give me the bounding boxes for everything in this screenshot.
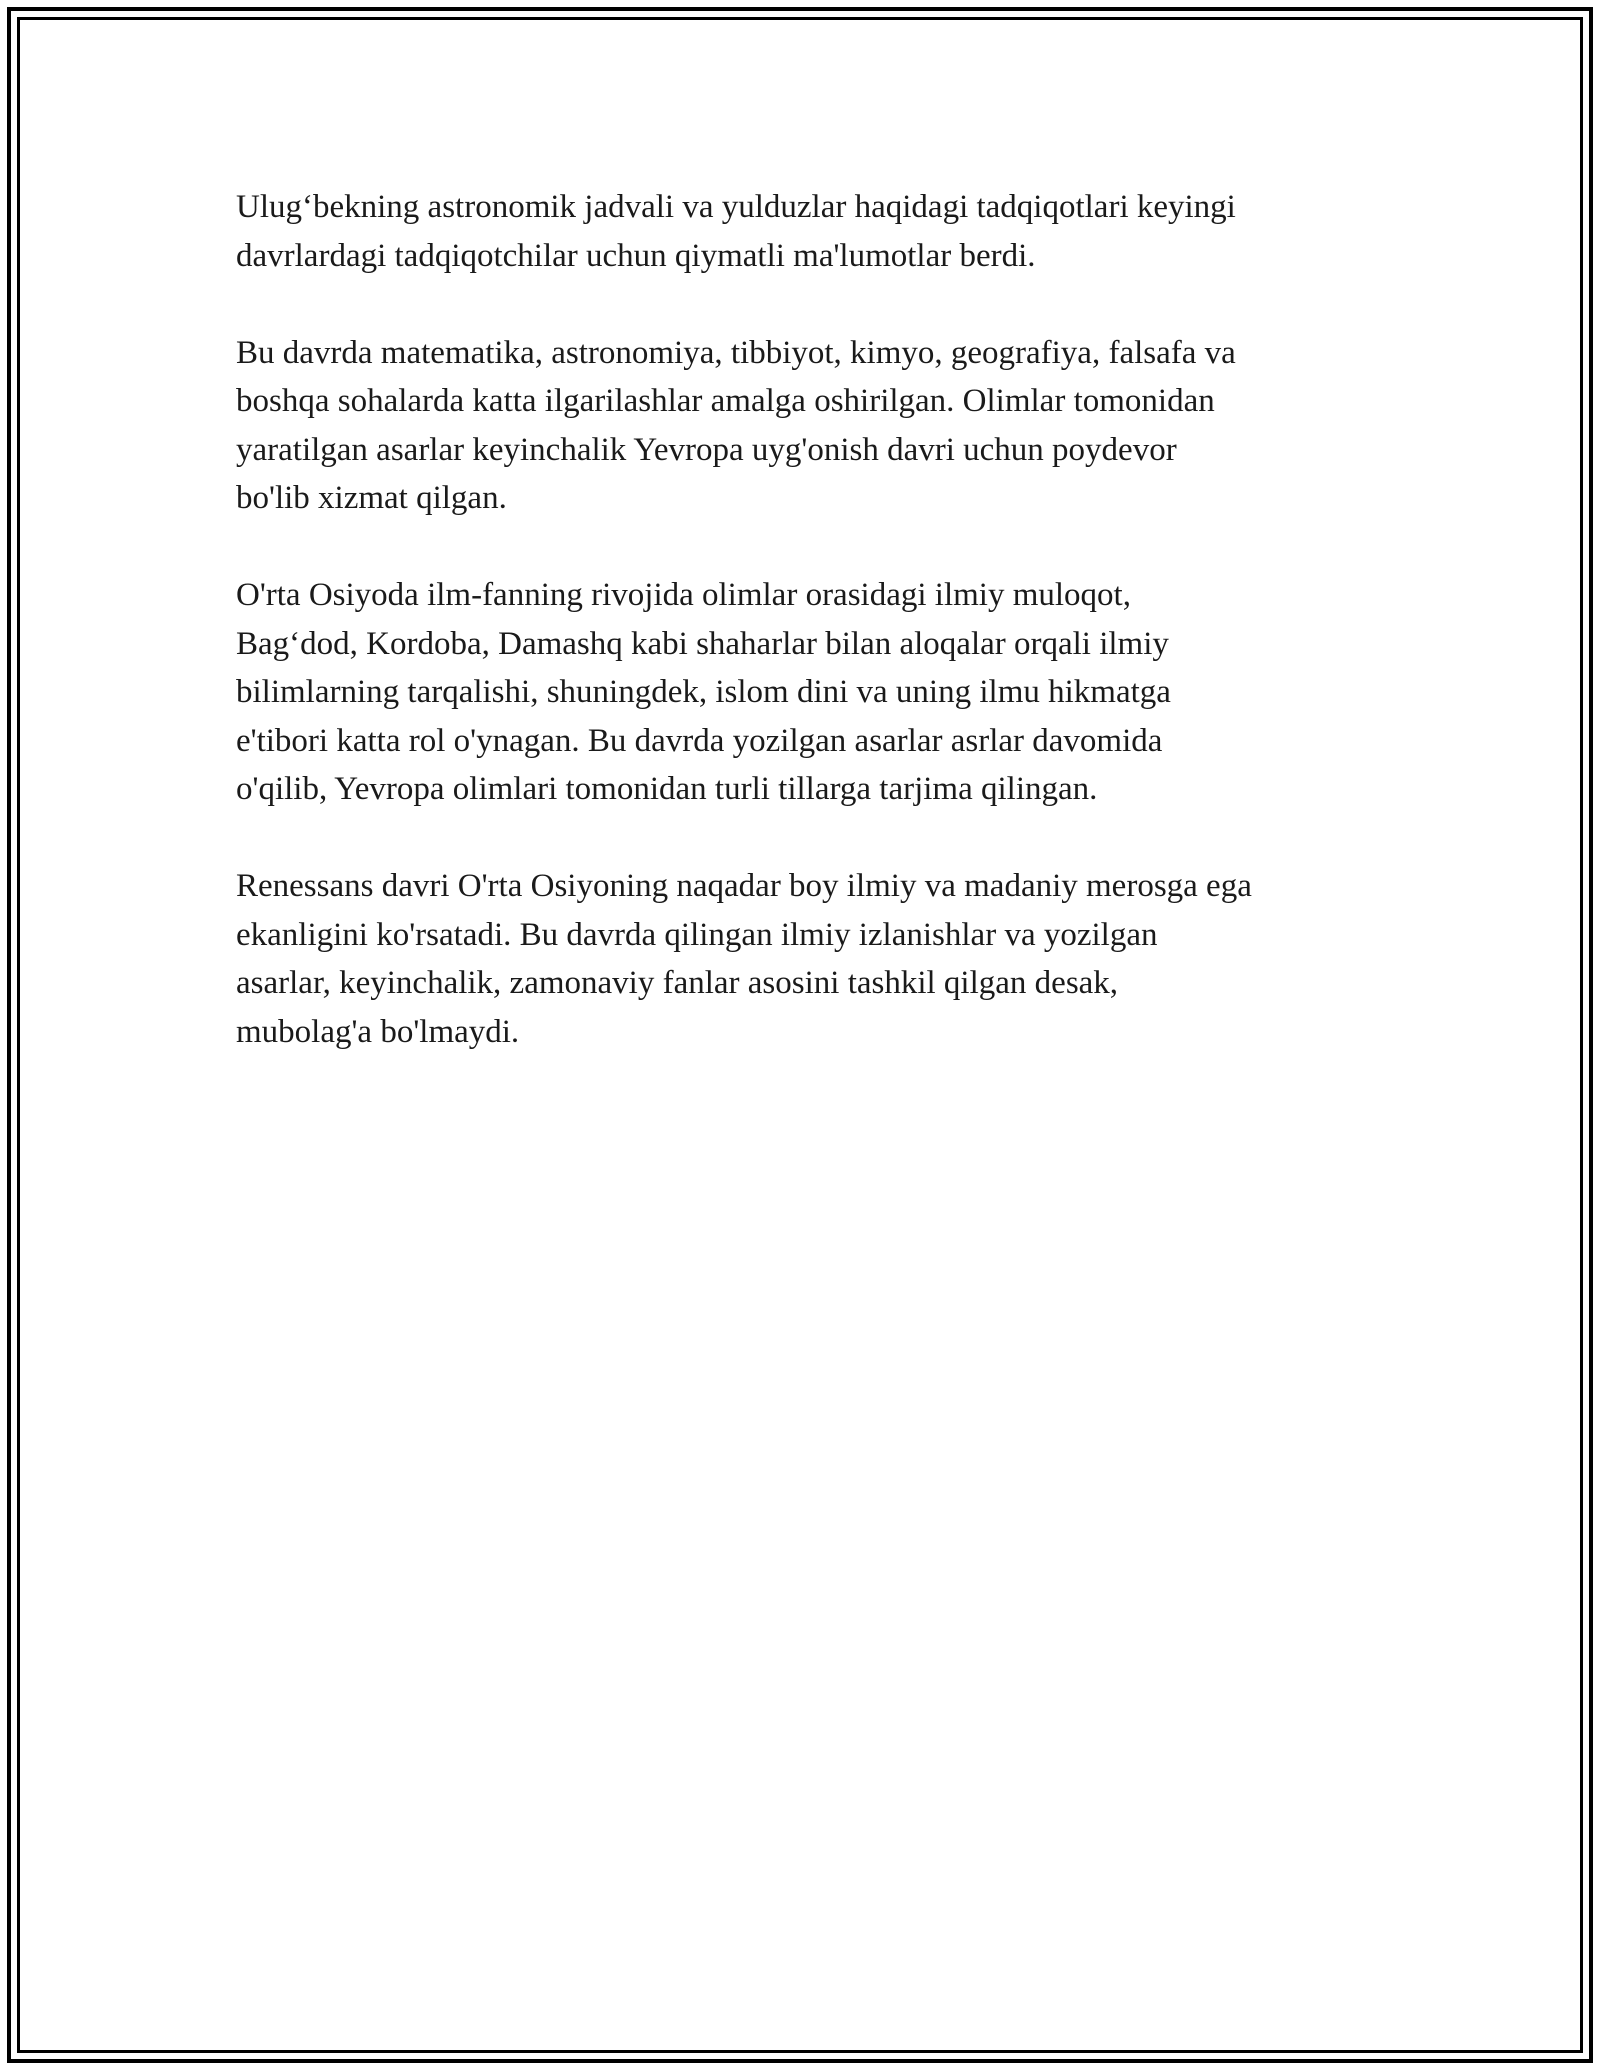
- text-line: ekanligini ko'rsatadi. Bu davrda qilingan ilmiy izlanishlar va yozilgan: [236, 916, 1158, 953]
- text-line: davrlardagi tadqiqotchilar uchun qiymatli ma'lumotlar berdi.: [236, 237, 1036, 274]
- text-line: Bu davrda matematika, astronomiya, tibbiyot, kimyo, geografiya, falsafa va: [236, 334, 1236, 371]
- paragraph: [236, 329, 1396, 523]
- text-line: asarlar, keyinchalik, zamonaviy fanlar asosini tashkil qilgan desak,: [236, 965, 1119, 1001]
- text-line: Ulug‘bekning astronomik jadvali va yulduzlar haqidagi tadqiqotlari keyingi: [236, 189, 1236, 225]
- document-body: [236, 183, 1396, 1105]
- text-line: O'rta Osiyoda ilm-fanning rivojida olimlar orasidagi ilmiy muloqot,: [236, 577, 1131, 613]
- text-line: mubolag'a bo'lmaydi.: [236, 1013, 520, 1050]
- text-line: bo'lib xizmat qilgan.: [236, 480, 507, 516]
- text-line: e'tibori katta rol o'ynagan. Bu davrda yozilgan asarlar asrlar davomida: [236, 722, 1163, 759]
- text-line: bilimlarning tarqalishi, shuningdek, islom dini va uning ilmu hikmatga: [236, 674, 1171, 710]
- paragraph: [236, 862, 1396, 1056]
- text-line: Bag‘dod, Kordoba, Damashq kabi shaharlar bilan aloqalar orqali ilmiy: [236, 625, 1169, 662]
- paragraph: [236, 571, 1396, 814]
- paragraph: [236, 183, 1396, 280]
- text-line: yaratilgan asarlar keyinchalik Yevropa uyg'onish davri uchun poydevor: [236, 431, 1177, 468]
- text-line: Renessans davri O'rta Osiyoning naqadar boy ilmiy va madaniy merosga ega: [236, 868, 1252, 904]
- text-line: o'qilib, Yevropa olimlari tomonidan turli tillarga tarjima qilingan.: [236, 771, 1098, 807]
- text-line: boshqa sohalarda katta ilgarilashlar amalga oshirilgan. Olimlar tomonidan: [236, 383, 1215, 419]
